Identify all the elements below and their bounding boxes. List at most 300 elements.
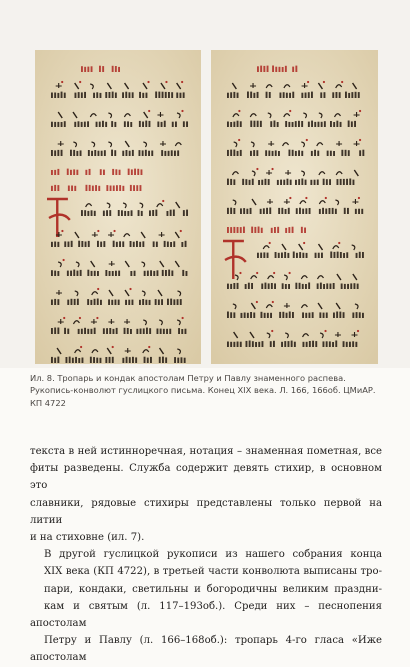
chant-text — [312, 312, 314, 318]
chant-text — [319, 209, 321, 214]
neume-red-mark — [271, 330, 273, 332]
chant-text — [73, 150, 75, 156]
neume-red-mark — [97, 230, 99, 232]
chant-text — [287, 179, 289, 185]
chant-text — [156, 242, 158, 247]
chant-text — [167, 211, 169, 216]
chant-text — [127, 211, 129, 216]
chant-text — [293, 252, 295, 259]
chant-text — [288, 284, 290, 289]
chant-text — [164, 121, 166, 127]
red-heading-text — [230, 227, 232, 233]
chant-text — [148, 151, 150, 156]
chant-text — [301, 93, 303, 98]
neume-red-mark — [307, 81, 309, 83]
chant-text — [54, 150, 56, 156]
red-heading-text — [285, 66, 287, 72]
chant-text — [186, 271, 188, 276]
neume-red-mark — [96, 317, 98, 319]
red-heading-text — [54, 170, 56, 175]
red-heading-text — [51, 186, 53, 191]
chant-text — [285, 121, 287, 127]
chant-text — [348, 93, 350, 98]
chant-text — [287, 253, 289, 258]
red-heading-text — [295, 66, 297, 72]
red-heading-text — [74, 186, 76, 191]
chant-text — [292, 92, 294, 98]
red-heading-text — [263, 66, 265, 72]
chant-text — [274, 121, 276, 128]
chant-text — [230, 284, 232, 289]
chant-text — [280, 93, 282, 99]
chant-text — [146, 328, 148, 334]
chant-text — [109, 271, 111, 276]
chant-text — [94, 271, 96, 276]
chant-text — [296, 208, 298, 214]
chant-text — [51, 270, 53, 276]
red-heading-text — [141, 169, 143, 175]
chant-text — [282, 283, 284, 289]
chant-text — [344, 208, 346, 214]
chant-text — [173, 299, 175, 305]
chant-text — [84, 328, 86, 334]
red-heading-text — [103, 170, 105, 175]
chant-text — [167, 299, 169, 305]
chant-text — [64, 328, 66, 334]
chant-text — [68, 242, 70, 248]
chant-text — [142, 150, 144, 156]
chant-text — [129, 357, 131, 363]
chant-text — [355, 92, 357, 98]
chant-text — [255, 342, 257, 347]
chant-text — [253, 93, 255, 98]
chant-text — [94, 299, 96, 305]
chant-text — [118, 271, 120, 276]
chant-text — [88, 241, 90, 247]
red-heading-text — [81, 66, 83, 72]
paragraph-2 — [30, 546, 382, 666]
chant-text — [326, 341, 328, 347]
chant-text — [51, 150, 53, 156]
chant-text — [118, 300, 120, 305]
chant-text — [67, 329, 69, 334]
paragraph-1 — [30, 443, 382, 546]
chant-text — [278, 151, 280, 156]
chant-text — [74, 122, 76, 127]
chant-text — [142, 122, 144, 128]
chant-text — [149, 210, 151, 216]
chant-text — [312, 341, 314, 347]
chant-text — [51, 93, 53, 99]
chant-text — [346, 179, 348, 185]
neume-red-mark — [289, 197, 291, 199]
chant-text — [351, 121, 353, 127]
chant-text — [174, 151, 176, 156]
chant-text — [303, 342, 305, 347]
chant-text — [233, 342, 235, 347]
chant-text — [103, 211, 105, 216]
chant-text — [354, 283, 356, 289]
neume-red-mark — [63, 317, 65, 319]
chant-text — [177, 299, 179, 305]
chant-text — [237, 93, 239, 98]
chant-text — [173, 241, 175, 247]
chant-text — [91, 329, 93, 334]
chant-text — [282, 312, 284, 318]
chant-text — [288, 341, 290, 347]
chant-text — [132, 92, 134, 98]
chant-text — [252, 179, 254, 185]
chant-text — [132, 300, 134, 305]
chant-text — [339, 312, 341, 318]
chant-text — [230, 312, 232, 318]
chant-text — [105, 270, 107, 276]
neume-red-mark — [129, 288, 131, 290]
chant-text — [323, 284, 325, 289]
chant-text — [319, 312, 321, 318]
chant-text — [227, 312, 229, 319]
chant-text — [292, 150, 294, 156]
text-line: пари, кондаки, светильны и богородичны великим праздни- — [44, 583, 382, 595]
chant-text — [359, 312, 361, 318]
neume-red-mark — [256, 168, 258, 170]
chant-text — [346, 342, 348, 347]
chant-text — [155, 299, 157, 305]
chant-text — [263, 252, 265, 258]
chant-text — [149, 328, 151, 334]
chant-text — [93, 93, 95, 98]
chant-text — [227, 93, 229, 98]
neume-red-mark — [147, 81, 149, 83]
chant-text — [103, 241, 105, 247]
chant-text — [334, 252, 336, 258]
red-heading-text — [99, 66, 101, 72]
chant-text — [153, 271, 155, 276]
chant-text — [288, 122, 290, 127]
red-heading-text — [84, 67, 86, 72]
red-heading-text — [91, 66, 93, 72]
chant-text — [101, 151, 103, 156]
chant-text — [115, 271, 117, 276]
chant-text — [281, 253, 283, 259]
chant-text — [171, 271, 173, 277]
red-heading-text — [136, 185, 138, 191]
chant-text — [124, 211, 126, 216]
chant-text — [353, 180, 355, 185]
chant-text — [125, 300, 127, 305]
chant-text — [51, 300, 53, 306]
chant-text — [177, 358, 179, 363]
chant-text — [321, 253, 323, 258]
red-heading-text — [95, 185, 97, 191]
chant-text — [329, 179, 331, 185]
chant-text — [122, 151, 124, 156]
chant-text — [152, 210, 154, 216]
chant-text — [237, 121, 239, 127]
chant-text — [131, 210, 133, 216]
chant-text — [108, 299, 110, 305]
chant-text — [182, 270, 184, 276]
neume-red-mark — [63, 259, 65, 261]
red-heading-text — [92, 186, 94, 191]
chant-text — [161, 150, 163, 156]
chant-text — [180, 93, 182, 98]
chant-text — [142, 299, 144, 305]
chant-text — [139, 242, 141, 247]
text-line: фиты разведены. Служба содержит девять стихир, в основном это — [30, 463, 382, 492]
chant-text — [150, 357, 152, 363]
body-text — [30, 443, 382, 667]
red-heading-text — [131, 169, 133, 175]
chant-text — [345, 92, 347, 98]
chant-text — [98, 151, 100, 156]
chant-text — [106, 328, 108, 334]
neume-red-mark — [359, 110, 361, 112]
chant-text — [170, 210, 172, 216]
chant-text — [153, 241, 155, 247]
chant-text — [233, 283, 235, 289]
chant-text — [57, 122, 59, 127]
chant-text — [54, 328, 56, 335]
red-heading-text — [257, 66, 259, 72]
chant-text — [155, 210, 157, 216]
chant-text — [185, 241, 187, 247]
red-heading-text — [86, 185, 88, 191]
neume-red-mark — [323, 81, 325, 83]
chant-text — [354, 121, 356, 127]
chant-text — [260, 253, 262, 258]
chant-text — [227, 208, 229, 214]
chant-text — [165, 357, 167, 363]
chant-text — [336, 121, 338, 127]
chant-text — [343, 179, 345, 185]
chant-text — [355, 209, 357, 214]
chant-text — [343, 312, 345, 318]
chant-text — [112, 271, 114, 276]
chant-text — [105, 122, 107, 127]
chant-text — [76, 151, 78, 156]
chant-text — [264, 313, 266, 318]
chant-text — [350, 283, 352, 289]
chant-text — [333, 313, 335, 319]
neume-red-mark — [165, 81, 167, 83]
chant-text — [261, 180, 263, 185]
chant-text — [298, 150, 300, 156]
chant-text — [130, 271, 132, 276]
chant-text — [186, 210, 188, 216]
neume-red-mark — [357, 330, 359, 332]
chant-text — [295, 180, 297, 185]
chant-text — [245, 179, 247, 185]
chant-text — [358, 92, 360, 98]
chant-text — [164, 241, 166, 247]
red-heading-text — [73, 169, 75, 175]
chant-text — [244, 313, 246, 319]
chant-text — [323, 179, 325, 185]
chant-text — [299, 283, 301, 289]
chant-text — [54, 122, 56, 127]
chant-text — [113, 329, 115, 334]
manuscript-page-left — [35, 50, 201, 364]
red-heading-text — [134, 169, 136, 175]
red-heading-text — [237, 227, 239, 233]
red-heading-text — [260, 66, 262, 72]
chant-text — [136, 329, 138, 334]
chant-text — [233, 92, 235, 98]
chant-text — [289, 150, 291, 156]
chant-text — [270, 341, 272, 347]
chant-text — [246, 209, 248, 214]
chant-text — [283, 180, 285, 185]
chant-text — [250, 312, 252, 318]
text-line: В другой гуслицкой рукописи из нашего собрания конца — [44, 549, 382, 561]
red-heading-text — [288, 227, 290, 233]
neume-red-mark — [272, 301, 274, 303]
chant-text — [284, 341, 286, 347]
chant-text — [180, 299, 182, 305]
chant-text — [237, 283, 239, 289]
chant-text — [138, 210, 140, 216]
chant-text — [358, 209, 360, 214]
red-heading-text — [282, 67, 284, 72]
chant-text — [250, 121, 252, 127]
neume-red-mark — [273, 272, 275, 274]
chant-text — [170, 299, 172, 305]
neume-red-mark — [338, 242, 340, 244]
chant-text — [96, 358, 98, 363]
chant-text — [333, 151, 335, 156]
chant-text — [119, 241, 121, 247]
chant-text — [251, 283, 253, 289]
chant-text — [109, 357, 111, 363]
chant-text — [106, 210, 108, 216]
chant-text — [161, 299, 163, 305]
chant-text — [114, 150, 116, 156]
chant-text — [87, 329, 89, 334]
chant-text — [233, 179, 235, 185]
chant-text — [347, 208, 349, 214]
chant-text — [230, 122, 232, 127]
chant-text — [317, 283, 319, 289]
red-heading-text — [292, 227, 294, 233]
red-heading-text — [115, 169, 117, 175]
chant-text — [71, 241, 73, 247]
chant-text — [273, 341, 275, 347]
chant-text — [270, 121, 272, 127]
chant-text — [181, 242, 183, 247]
chant-text — [81, 92, 83, 98]
chant-text — [181, 329, 183, 334]
chant-text — [161, 122, 163, 127]
chant-text — [145, 150, 147, 156]
chant-text — [278, 253, 280, 258]
chant-text — [167, 242, 169, 248]
red-heading-text — [57, 185, 59, 191]
chant-text — [240, 121, 242, 127]
chant-text — [330, 284, 332, 290]
chant-text — [57, 93, 59, 98]
parchment-background — [35, 50, 201, 364]
chant-text — [111, 300, 113, 305]
chant-text — [301, 121, 303, 127]
chant-text — [176, 93, 178, 99]
chant-text — [78, 121, 80, 127]
chant-text — [309, 313, 311, 318]
chant-text — [278, 208, 280, 214]
red-heading-text — [122, 186, 124, 191]
chant-text — [277, 122, 279, 127]
neume-red-mark — [324, 330, 326, 332]
red-heading-text — [261, 228, 263, 233]
chant-text — [230, 150, 232, 156]
chant-text — [64, 241, 66, 247]
chant-text — [127, 328, 129, 334]
chant-text — [330, 252, 332, 259]
chant-text — [308, 283, 310, 290]
neume-red-mark — [181, 81, 183, 83]
red-heading-text — [267, 66, 269, 72]
chant-text — [329, 208, 331, 214]
chant-text — [97, 299, 99, 306]
chant-text — [330, 121, 332, 127]
chant-text — [183, 121, 185, 127]
chant-text — [96, 92, 98, 98]
chant-text — [51, 242, 53, 247]
text-line: кам и святым (л. 117–193об.). Среди них – песнопения апостолам — [30, 600, 382, 630]
chant-text — [323, 313, 325, 318]
neume-red-mark — [289, 110, 291, 112]
chant-text — [233, 208, 235, 214]
red-heading-text — [51, 170, 53, 175]
chant-text — [241, 313, 243, 318]
chant-text — [253, 150, 255, 156]
chant-text — [57, 242, 59, 247]
chant-text — [70, 271, 72, 276]
neume-red-mark — [97, 288, 99, 290]
chant-text — [315, 253, 317, 258]
chant-text — [326, 313, 328, 319]
chant-text — [266, 92, 268, 98]
red-heading-text — [119, 185, 121, 191]
chant-text — [357, 284, 359, 289]
red-heading-text — [113, 186, 115, 192]
chant-text — [78, 358, 80, 363]
chant-text — [305, 284, 307, 289]
chant-text — [249, 341, 251, 348]
chant-text — [301, 151, 303, 156]
chant-text — [339, 92, 341, 98]
chant-text — [315, 341, 317, 347]
chant-text — [78, 241, 80, 247]
red-heading-text — [54, 185, 56, 191]
neume-red-mark — [306, 139, 308, 141]
chant-text — [87, 211, 89, 216]
chant-text — [336, 312, 338, 319]
chant-text — [256, 150, 258, 156]
chant-text — [64, 93, 66, 98]
chant-text — [292, 312, 294, 318]
chant-text — [112, 357, 114, 363]
chant-text — [77, 271, 79, 276]
chant-text — [104, 150, 106, 156]
chant-text — [184, 358, 186, 363]
red-heading-text — [272, 66, 274, 73]
chant-text — [227, 284, 229, 289]
chant-text — [341, 150, 343, 156]
red-heading-text — [304, 228, 306, 234]
chant-text — [145, 300, 147, 305]
chant-text — [100, 93, 102, 98]
